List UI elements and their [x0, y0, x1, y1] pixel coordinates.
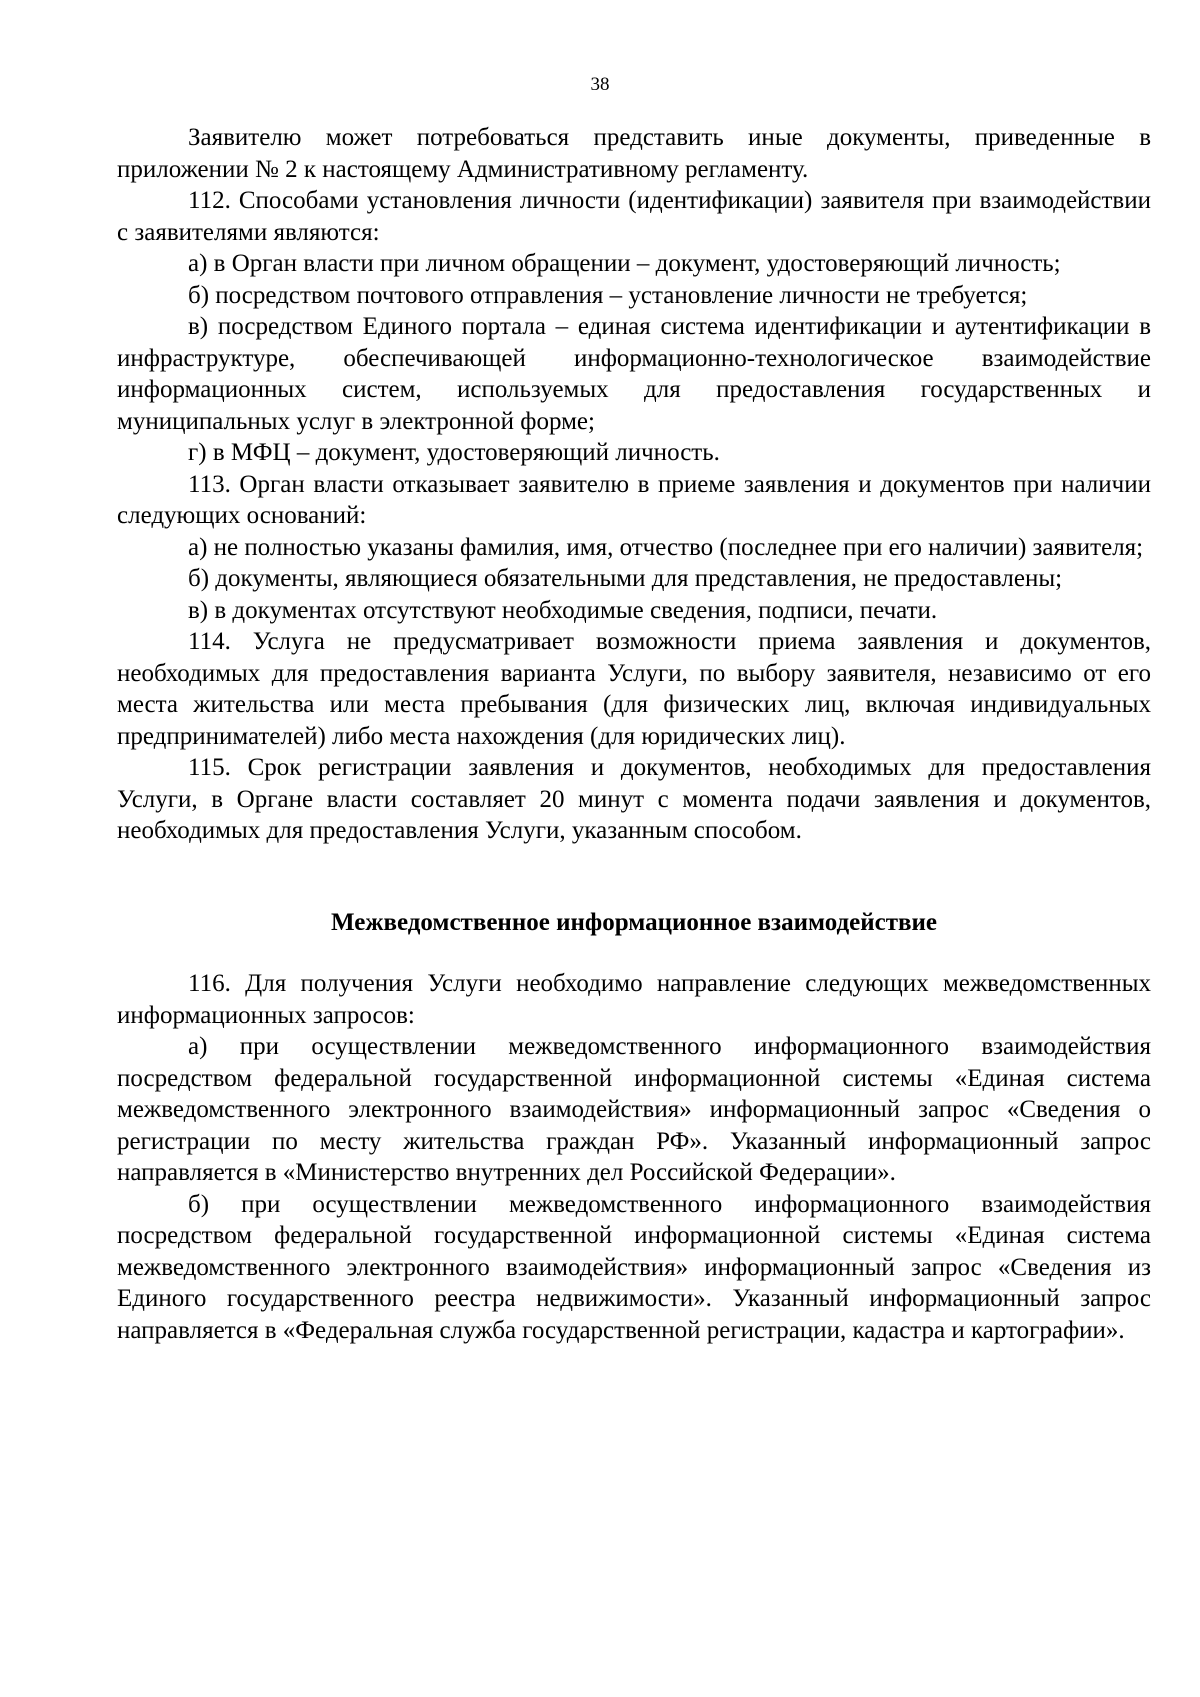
paragraph-114: 114. Услуга не предусматривает возможности приема заявления и документов, необходимых для предоставления варианта Услуги, по выбору заявителя, независимо от его места жительства или места пребывания (для физических лиц, включая индивидуальных предпринимателей) либо места нахождения (для юридических лиц). — [117, 628, 1151, 750]
paragraph-113-a: а) не полностью указаны фамилия, имя, отчество (последнее при его наличии) заявителя; — [188, 533, 1144, 561]
paragraph-112-v: в) посредством Единого портала – единая система идентификации и аутентификации в инфраструктуре, обеспечивающей информационно-технологическое взаимодействие информационных систем, используемых для предоставления государственных и муниципальных услуг в электронной форме; — [117, 313, 1151, 435]
document-body — [117, 122, 1151, 1346]
paragraph-113: 113. Орган власти отказывает заявителю в приеме заявления и документов при наличии следующих оснований: — [117, 470, 1151, 529]
paragraph-116: 116. Для получения Услуги необходимо направление следующих межведомственных информационных запросов: — [117, 970, 1151, 1029]
section-heading: Межведомственное информационное взаимодействие — [331, 908, 937, 936]
paragraph-112: 112. Способами установления личности (идентификации) заявителя при взаимодействии с заявителями являются: — [117, 187, 1151, 246]
paragraph-112-a: а) в Орган власти при личном обращении – документ, удостоверяющий личность; — [188, 250, 1061, 277]
paragraph-112-g: г) в МФЦ – документ, удостоверяющий личность. — [188, 439, 720, 466]
paragraph-113-b: б) документы, являющиеся обязательными для представления, не предоставлены; — [188, 565, 1063, 592]
page-number: 38 — [590, 74, 610, 95]
paragraph-116-a: а) при осуществлении межведомственного информационного взаимодействия посредством федеральной государственной информационной системы «Единая система межведомственного электронного взаимодействия» информационный запрос «Сведения о регистрации по месту жительства граждан РФ». Указанный информационный запрос направляется в «Министерство внутренних дел Российской Федерации». — [117, 1033, 1151, 1186]
paragraph-112-b: б) посредством почтового отправления – установление личности не требуется; — [188, 281, 1028, 309]
paragraph-additional-documents: Заявителю может потребоваться представить иные документы, приведенные в приложении № 2 к настоящему Административному регламенту. — [117, 124, 1151, 183]
paragraph-116-b: б) при осуществлении межведомственного информационного взаимодействия посредством федеральной государственной информационной системы «Единая система межведомственного электронного взаимодействия» информационный запрос «Сведения из Единого государственного реестра недвижимости». Указанный информационный запрос направляется в «Федеральная служба государственной регистрации, кадастра и картографии». — [117, 1190, 1151, 1344]
paragraph-113-v: в) в документах отсутствуют необходимые сведения, подписи, печати. — [188, 596, 938, 624]
paragraph-115: 115. Срок регистрации заявления и документов, необходимых для предоставления Услуги, в Органе власти составляет 20 минут с момента подачи заявления и документов, необходимых для предоставления Услуги, указанным способом. — [117, 754, 1151, 844]
